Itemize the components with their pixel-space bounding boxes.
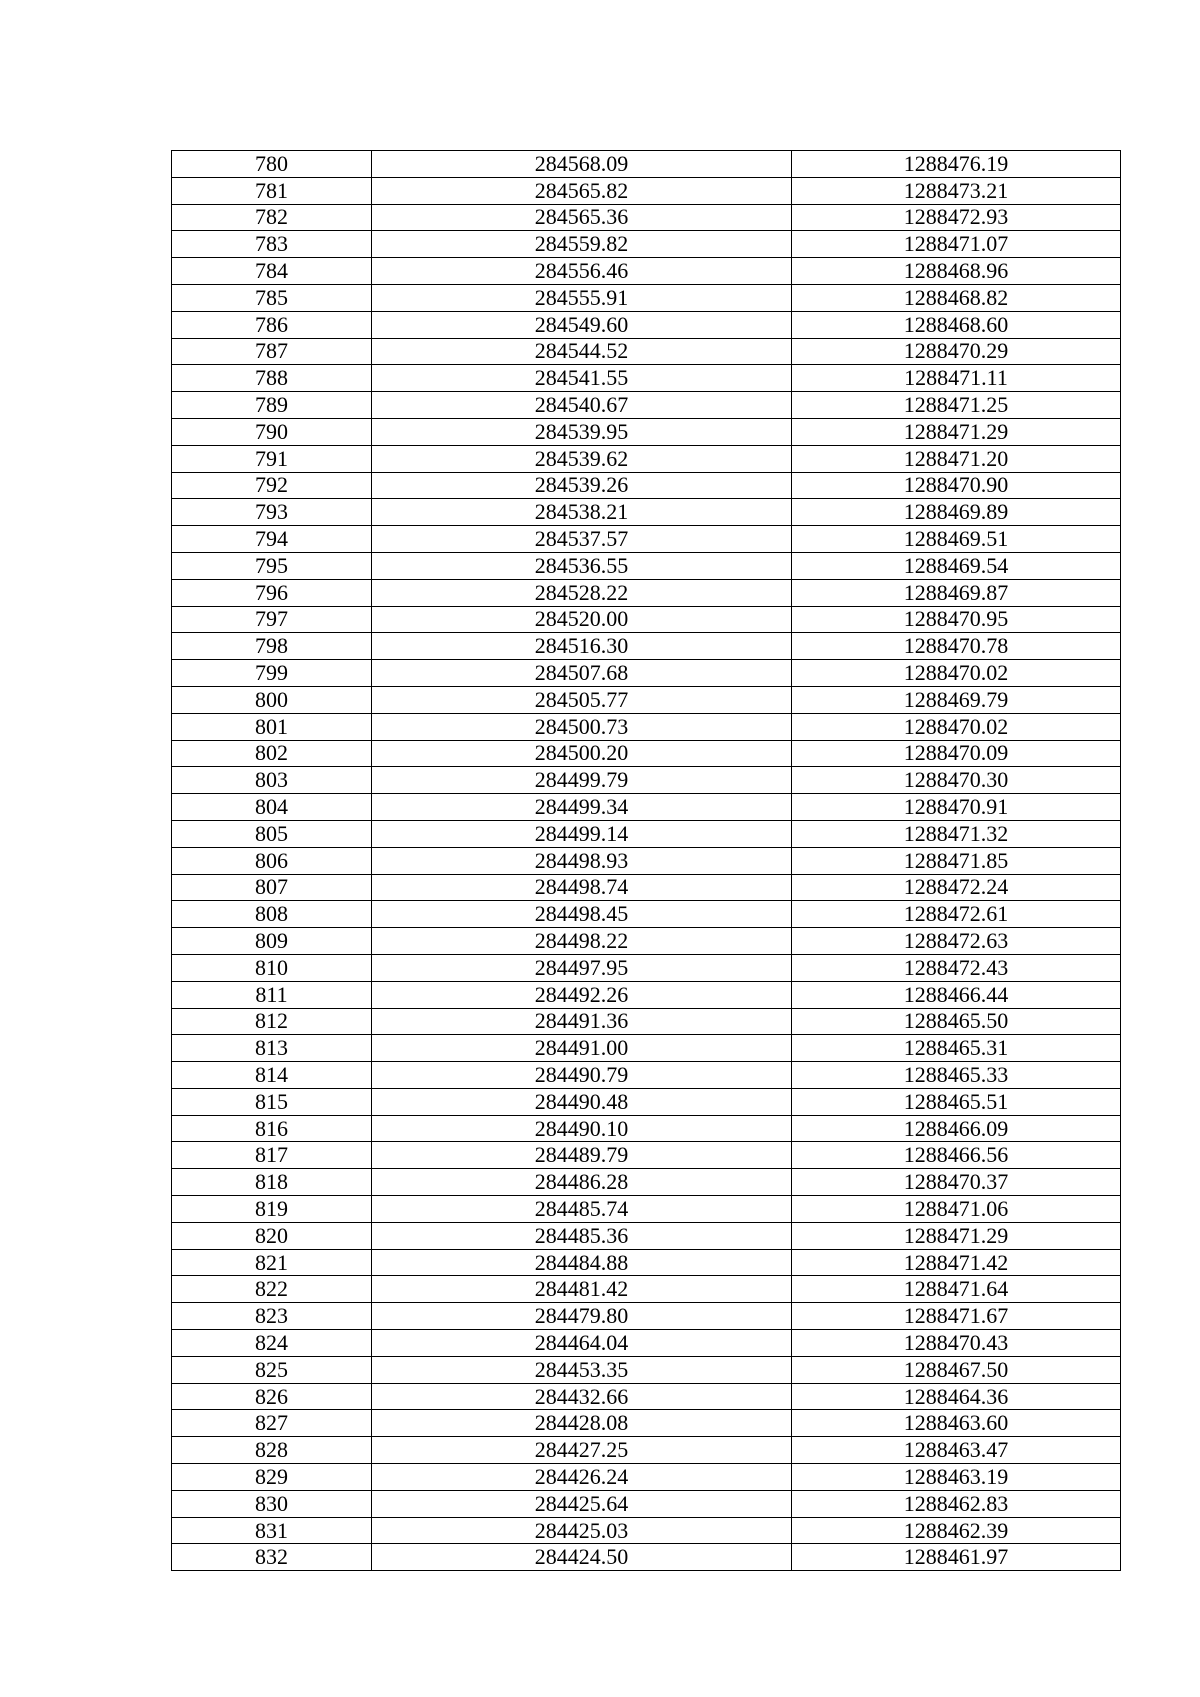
point-number-cell: 827: [172, 1410, 372, 1437]
table-row: [172, 1356, 1121, 1383]
point-number-cell: 798: [172, 633, 372, 660]
y-coordinate-cell: 1288472.43: [792, 954, 1121, 981]
point-number-cell: 799: [172, 660, 372, 687]
point-number-cell: 824: [172, 1330, 372, 1357]
table-row: [172, 901, 1121, 928]
table-row: [172, 1008, 1121, 1035]
table-row: [172, 1142, 1121, 1169]
point-number-cell: 804: [172, 794, 372, 821]
x-coordinate-cell: 284565.36: [372, 204, 792, 231]
table-row: [172, 820, 1121, 847]
point-number-cell: 820: [172, 1222, 372, 1249]
y-coordinate-cell: 1288472.24: [792, 874, 1121, 901]
x-coordinate-cell: 284498.22: [372, 928, 792, 955]
table-row: [172, 151, 1121, 178]
table-row: [172, 1222, 1121, 1249]
point-number-cell: 818: [172, 1169, 372, 1196]
point-number-cell: 797: [172, 606, 372, 633]
x-coordinate-cell: 284484.88: [372, 1249, 792, 1276]
x-coordinate-cell: 284500.73: [372, 713, 792, 740]
point-number-cell: 831: [172, 1517, 372, 1544]
x-coordinate-cell: 284490.48: [372, 1088, 792, 1115]
point-number-cell: 783: [172, 231, 372, 258]
x-coordinate-cell: 284427.25: [372, 1437, 792, 1464]
table-row: [172, 713, 1121, 740]
point-number-cell: 787: [172, 338, 372, 365]
x-coordinate-cell: 284486.28: [372, 1169, 792, 1196]
table-row: [172, 472, 1121, 499]
y-coordinate-cell: 1288461.97: [792, 1544, 1121, 1571]
point-number-cell: 823: [172, 1303, 372, 1330]
x-coordinate-cell: 284464.04: [372, 1330, 792, 1357]
table-row: [172, 579, 1121, 606]
table-row: [172, 1088, 1121, 1115]
table-row: [172, 552, 1121, 579]
y-coordinate-cell: 1288464.36: [792, 1383, 1121, 1410]
y-coordinate-cell: 1288471.20: [792, 445, 1121, 472]
y-coordinate-cell: 1288466.56: [792, 1142, 1121, 1169]
x-coordinate-cell: 284539.62: [372, 445, 792, 472]
y-coordinate-cell: 1288467.50: [792, 1356, 1121, 1383]
x-coordinate-cell: 284556.46: [372, 258, 792, 285]
x-coordinate-cell: 284485.74: [372, 1196, 792, 1223]
y-coordinate-cell: 1288470.78: [792, 633, 1121, 660]
table-row: [172, 1383, 1121, 1410]
point-number-cell: 801: [172, 713, 372, 740]
point-number-cell: 826: [172, 1383, 372, 1410]
x-coordinate-cell: 284497.95: [372, 954, 792, 981]
point-number-cell: 815: [172, 1088, 372, 1115]
table-row: [172, 418, 1121, 445]
coordinate-table: [171, 150, 1121, 1571]
y-coordinate-cell: 1288469.54: [792, 552, 1121, 579]
table-row: [172, 258, 1121, 285]
y-coordinate-cell: 1288470.09: [792, 740, 1121, 767]
point-number-cell: 807: [172, 874, 372, 901]
table-row: [172, 740, 1121, 767]
table-row: [172, 499, 1121, 526]
x-coordinate-cell: 284492.26: [372, 981, 792, 1008]
point-number-cell: 821: [172, 1249, 372, 1276]
x-coordinate-cell: 284568.09: [372, 151, 792, 178]
table-row: [172, 338, 1121, 365]
y-coordinate-cell: 1288468.96: [792, 258, 1121, 285]
y-coordinate-cell: 1288470.43: [792, 1330, 1121, 1357]
y-coordinate-cell: 1288463.60: [792, 1410, 1121, 1437]
table-row: [172, 847, 1121, 874]
y-coordinate-cell: 1288466.09: [792, 1115, 1121, 1142]
point-number-cell: 793: [172, 499, 372, 526]
point-number-cell: 792: [172, 472, 372, 499]
table-row: [172, 177, 1121, 204]
y-coordinate-cell: 1288465.51: [792, 1088, 1121, 1115]
x-coordinate-cell: 284507.68: [372, 660, 792, 687]
point-number-cell: 810: [172, 954, 372, 981]
point-number-cell: 786: [172, 311, 372, 338]
point-number-cell: 816: [172, 1115, 372, 1142]
y-coordinate-cell: 1288470.02: [792, 660, 1121, 687]
x-coordinate-cell: 284499.79: [372, 767, 792, 794]
x-coordinate-cell: 284541.55: [372, 365, 792, 392]
point-number-cell: 811: [172, 981, 372, 1008]
y-coordinate-cell: 1288462.83: [792, 1490, 1121, 1517]
point-number-cell: 781: [172, 177, 372, 204]
table-row: [172, 606, 1121, 633]
x-coordinate-cell: 284555.91: [372, 284, 792, 311]
table-row: [172, 231, 1121, 258]
y-coordinate-cell: 1288471.06: [792, 1196, 1121, 1223]
table-row: [172, 874, 1121, 901]
point-number-cell: 782: [172, 204, 372, 231]
y-coordinate-cell: 1288472.61: [792, 901, 1121, 928]
x-coordinate-cell: 284549.60: [372, 311, 792, 338]
y-coordinate-cell: 1288471.25: [792, 392, 1121, 419]
y-coordinate-cell: 1288471.32: [792, 820, 1121, 847]
x-coordinate-cell: 284491.36: [372, 1008, 792, 1035]
x-coordinate-cell: 284425.64: [372, 1490, 792, 1517]
y-coordinate-cell: 1288470.95: [792, 606, 1121, 633]
x-coordinate-cell: 284499.14: [372, 820, 792, 847]
x-coordinate-cell: 284516.30: [372, 633, 792, 660]
y-coordinate-cell: 1288471.07: [792, 231, 1121, 258]
table-row: [172, 1303, 1121, 1330]
y-coordinate-cell: 1288472.63: [792, 928, 1121, 955]
table-row: [172, 392, 1121, 419]
table-row: [172, 794, 1121, 821]
point-number-cell: 795: [172, 552, 372, 579]
x-coordinate-cell: 284536.55: [372, 552, 792, 579]
y-coordinate-cell: 1288471.85: [792, 847, 1121, 874]
table-row: [172, 204, 1121, 231]
point-number-cell: 812: [172, 1008, 372, 1035]
y-coordinate-cell: 1288468.82: [792, 284, 1121, 311]
table-row: [172, 1544, 1121, 1571]
table-row: [172, 1035, 1121, 1062]
table-row: [172, 1330, 1121, 1357]
x-coordinate-cell: 284528.22: [372, 579, 792, 606]
table-row: [172, 1410, 1121, 1437]
y-coordinate-cell: 1288470.91: [792, 794, 1121, 821]
y-coordinate-cell: 1288471.29: [792, 418, 1121, 445]
x-coordinate-cell: 284498.45: [372, 901, 792, 928]
table-row: [172, 365, 1121, 392]
table-row: [172, 981, 1121, 1008]
y-coordinate-cell: 1288470.37: [792, 1169, 1121, 1196]
x-coordinate-cell: 284539.95: [372, 418, 792, 445]
point-number-cell: 814: [172, 1062, 372, 1089]
table-row: [172, 660, 1121, 687]
y-coordinate-cell: 1288471.64: [792, 1276, 1121, 1303]
x-coordinate-cell: 284520.00: [372, 606, 792, 633]
x-coordinate-cell: 284499.34: [372, 794, 792, 821]
y-coordinate-cell: 1288471.42: [792, 1249, 1121, 1276]
y-coordinate-cell: 1288469.89: [792, 499, 1121, 526]
x-coordinate-cell: 284426.24: [372, 1464, 792, 1491]
x-coordinate-cell: 284428.08: [372, 1410, 792, 1437]
table-row: [172, 1464, 1121, 1491]
x-coordinate-cell: 284489.79: [372, 1142, 792, 1169]
point-number-cell: 817: [172, 1142, 372, 1169]
point-number-cell: 830: [172, 1490, 372, 1517]
x-coordinate-cell: 284500.20: [372, 740, 792, 767]
table-row: [172, 311, 1121, 338]
table-row: [172, 1490, 1121, 1517]
y-coordinate-cell: 1288470.29: [792, 338, 1121, 365]
point-number-cell: 832: [172, 1544, 372, 1571]
x-coordinate-cell: 284505.77: [372, 686, 792, 713]
table-row: [172, 954, 1121, 981]
y-coordinate-cell: 1288466.44: [792, 981, 1121, 1008]
y-coordinate-cell: 1288469.79: [792, 686, 1121, 713]
y-coordinate-cell: 1288465.31: [792, 1035, 1121, 1062]
point-number-cell: 800: [172, 686, 372, 713]
y-coordinate-cell: 1288473.21: [792, 177, 1121, 204]
y-coordinate-cell: 1288463.47: [792, 1437, 1121, 1464]
table-row: [172, 1437, 1121, 1464]
point-number-cell: 785: [172, 284, 372, 311]
x-coordinate-cell: 284540.67: [372, 392, 792, 419]
y-coordinate-cell: 1288463.19: [792, 1464, 1121, 1491]
y-coordinate-cell: 1288462.39: [792, 1517, 1121, 1544]
table-row: [172, 526, 1121, 553]
table-row: [172, 686, 1121, 713]
x-coordinate-cell: 284491.00: [372, 1035, 792, 1062]
x-coordinate-cell: 284481.42: [372, 1276, 792, 1303]
table-row: [172, 1196, 1121, 1223]
table-row: [172, 928, 1121, 955]
x-coordinate-cell: 284485.36: [372, 1222, 792, 1249]
x-coordinate-cell: 284544.52: [372, 338, 792, 365]
point-number-cell: 790: [172, 418, 372, 445]
point-number-cell: 802: [172, 740, 372, 767]
y-coordinate-cell: 1288476.19: [792, 151, 1121, 178]
y-coordinate-cell: 1288470.02: [792, 713, 1121, 740]
point-number-cell: 788: [172, 365, 372, 392]
table-row: [172, 1276, 1121, 1303]
point-number-cell: 784: [172, 258, 372, 285]
point-number-cell: 789: [172, 392, 372, 419]
point-number-cell: 822: [172, 1276, 372, 1303]
x-coordinate-cell: 284424.50: [372, 1544, 792, 1571]
x-coordinate-cell: 284490.79: [372, 1062, 792, 1089]
table-row: [172, 633, 1121, 660]
x-coordinate-cell: 284565.82: [372, 177, 792, 204]
x-coordinate-cell: 284490.10: [372, 1115, 792, 1142]
x-coordinate-cell: 284498.93: [372, 847, 792, 874]
table-row: [172, 1249, 1121, 1276]
point-number-cell: 809: [172, 928, 372, 955]
point-number-cell: 808: [172, 901, 372, 928]
point-number-cell: 780: [172, 151, 372, 178]
y-coordinate-cell: 1288471.67: [792, 1303, 1121, 1330]
y-coordinate-cell: 1288471.29: [792, 1222, 1121, 1249]
table-row: [172, 1062, 1121, 1089]
point-number-cell: 805: [172, 820, 372, 847]
y-coordinate-cell: 1288465.33: [792, 1062, 1121, 1089]
point-number-cell: 803: [172, 767, 372, 794]
y-coordinate-cell: 1288469.51: [792, 526, 1121, 553]
x-coordinate-cell: 284537.57: [372, 526, 792, 553]
table-row: [172, 445, 1121, 472]
x-coordinate-cell: 284479.80: [372, 1303, 792, 1330]
y-coordinate-cell: 1288471.11: [792, 365, 1121, 392]
point-number-cell: 794: [172, 526, 372, 553]
x-coordinate-cell: 284453.35: [372, 1356, 792, 1383]
x-coordinate-cell: 284539.26: [372, 472, 792, 499]
x-coordinate-cell: 284498.74: [372, 874, 792, 901]
table-row: [172, 1517, 1121, 1544]
point-number-cell: 813: [172, 1035, 372, 1062]
point-number-cell: 825: [172, 1356, 372, 1383]
y-coordinate-cell: 1288468.60: [792, 311, 1121, 338]
point-number-cell: 829: [172, 1464, 372, 1491]
point-number-cell: 791: [172, 445, 372, 472]
coordinate-table-body: [172, 151, 1121, 1571]
y-coordinate-cell: 1288469.87: [792, 579, 1121, 606]
table-row: [172, 1115, 1121, 1142]
x-coordinate-cell: 284538.21: [372, 499, 792, 526]
point-number-cell: 819: [172, 1196, 372, 1223]
table-row: [172, 284, 1121, 311]
x-coordinate-cell: 284432.66: [372, 1383, 792, 1410]
y-coordinate-cell: 1288470.90: [792, 472, 1121, 499]
x-coordinate-cell: 284559.82: [372, 231, 792, 258]
x-coordinate-cell: 284425.03: [372, 1517, 792, 1544]
y-coordinate-cell: 1288472.93: [792, 204, 1121, 231]
table-row: [172, 1169, 1121, 1196]
y-coordinate-cell: 1288470.30: [792, 767, 1121, 794]
table-row: [172, 767, 1121, 794]
y-coordinate-cell: 1288465.50: [792, 1008, 1121, 1035]
point-number-cell: 806: [172, 847, 372, 874]
point-number-cell: 828: [172, 1437, 372, 1464]
point-number-cell: 796: [172, 579, 372, 606]
